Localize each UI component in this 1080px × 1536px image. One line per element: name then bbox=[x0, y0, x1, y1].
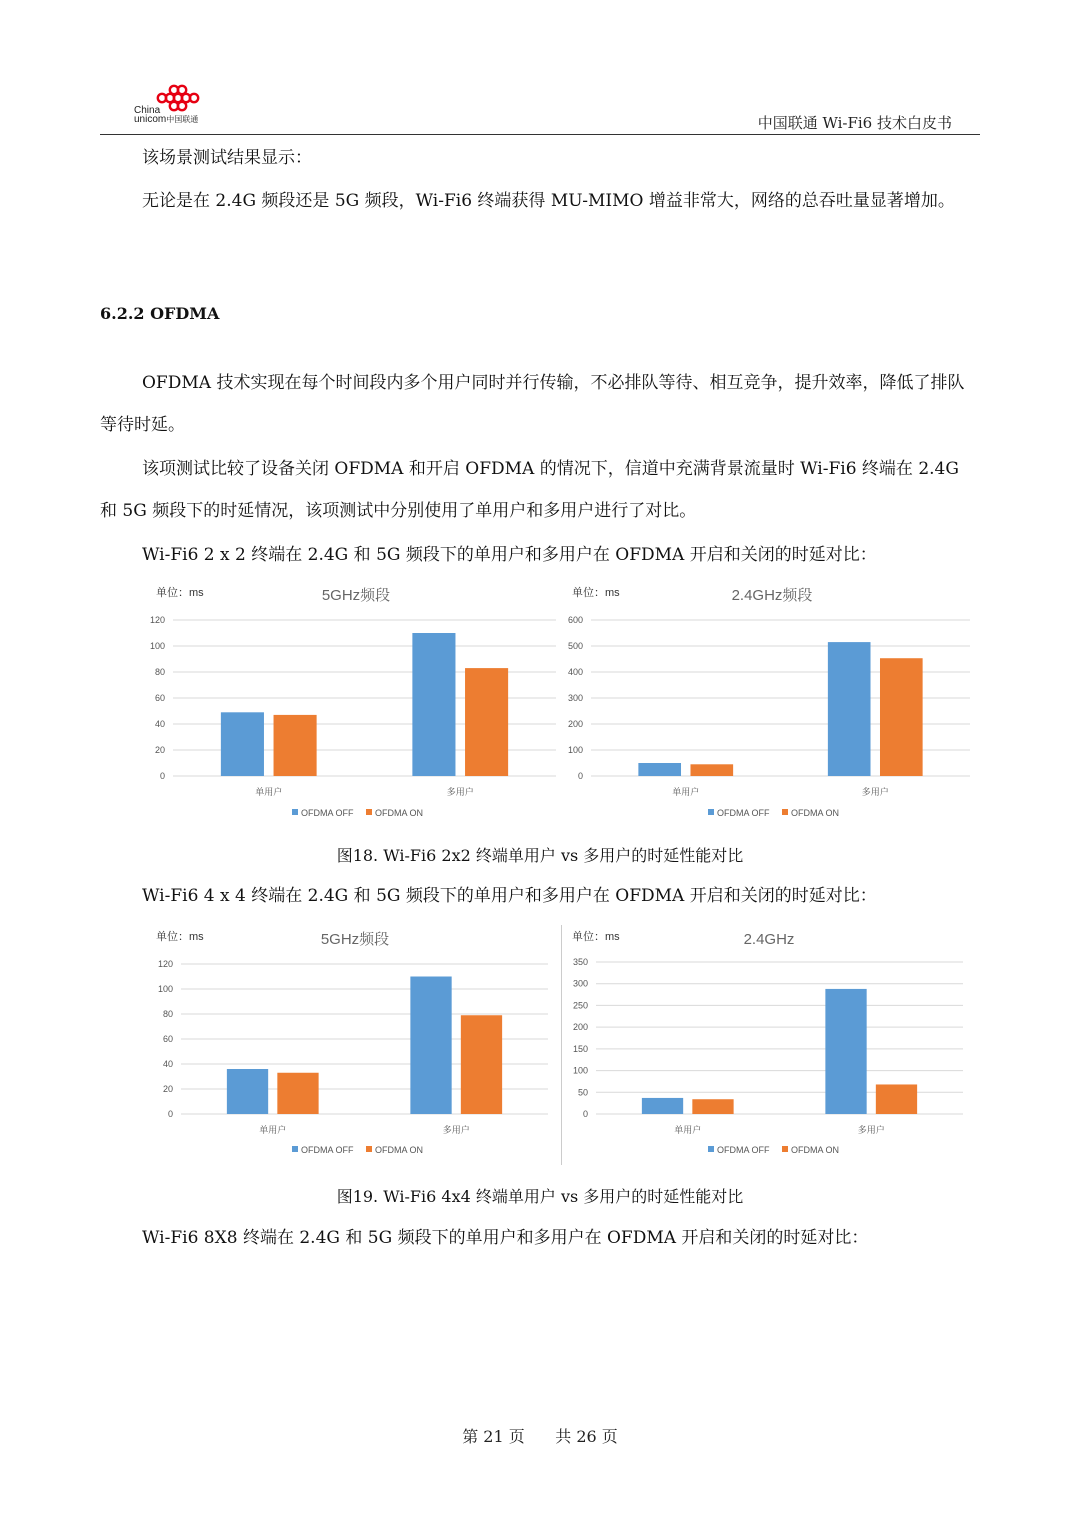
legend-swatch bbox=[782, 1146, 788, 1152]
legend-label: OFDMA OFF bbox=[717, 1145, 770, 1155]
x-category-label: 多用户 bbox=[861, 787, 889, 797]
chart-title: 5GHz频段 bbox=[321, 587, 391, 604]
paragraph-mu-mimo-result: 无论是在 2.4G 频段还是 5G 频段，Wi-Fi6 终端获得 MU-MIMO 增益非常大，网络的总吞吐量显著增加。 bbox=[142, 191, 955, 211]
chart-svg bbox=[140, 922, 560, 1160]
paragraph-4x4-intro: Wi-Fi6 4 x 4 终端在 2.4G 和 5G 频段下的单用户和多用户在 OFDMA 开启和关闭的时延对比： bbox=[142, 886, 877, 906]
chart-svg bbox=[140, 578, 560, 828]
chart-unit-label: 单位：ms bbox=[156, 931, 204, 943]
paragraph-test-description: 该项测试比较了设备关闭 OFDMA 和开启 OFDMA 的情况下，信道中充满背景流量时 Wi-Fi6 终端在 2.4G 和 5G 频段下的时延情况，该项测试中分别使用了单用户和多用户进行了对比。 bbox=[100, 459, 959, 521]
y-tick-label: 40 bbox=[154, 719, 165, 729]
y-tick-label: 350 bbox=[572, 957, 588, 967]
y-tick-label: 250 bbox=[572, 1000, 588, 1011]
page-number: 第 21 页 共 26 页 bbox=[462, 1427, 618, 1446]
bar-ofdma-off bbox=[412, 633, 455, 776]
legend-label: OFDMA OFF bbox=[301, 1145, 354, 1155]
y-tick-label: 100 bbox=[157, 984, 173, 994]
x-category-label: 多用户 bbox=[442, 1125, 470, 1135]
chart-2x2-24ghz bbox=[556, 578, 976, 828]
y-tick-label: 150 bbox=[572, 1043, 588, 1054]
chart-title: 2.4GHz bbox=[743, 931, 795, 948]
chart-2x2-5ghz bbox=[140, 578, 560, 828]
y-tick-label: 50 bbox=[577, 1087, 588, 1098]
bar-ofdma-off bbox=[227, 1069, 268, 1114]
logo-text-unicom-cn: 中国联通 bbox=[166, 115, 199, 124]
legend-swatch bbox=[292, 809, 298, 815]
bar-ofdma-on bbox=[876, 1084, 917, 1114]
y-tick-label: 80 bbox=[162, 1009, 173, 1019]
y-tick-label: 0 bbox=[577, 771, 583, 781]
y-tick-label: 300 bbox=[572, 978, 588, 989]
y-tick-label: 20 bbox=[154, 745, 165, 755]
y-tick-label: 60 bbox=[162, 1034, 173, 1044]
legend-swatch bbox=[708, 809, 714, 815]
chart-svg bbox=[556, 578, 976, 828]
y-tick-label: 200 bbox=[572, 1022, 588, 1033]
x-category-label: 单用户 bbox=[259, 1125, 287, 1135]
bar-ofdma-off bbox=[221, 712, 264, 776]
legend-swatch bbox=[708, 1146, 714, 1152]
logo-text-china: China bbox=[134, 105, 161, 116]
figure-caption-19: 图19. Wi-Fi6 4x4 终端单用户 vs 多用户的时延性能对比 bbox=[336, 1187, 744, 1206]
chart-title: 2.4GHz频段 bbox=[731, 587, 813, 604]
y-tick-label: 80 bbox=[154, 667, 165, 677]
bar-ofdma-on bbox=[465, 668, 508, 776]
legend-label: OFDMA OFF bbox=[301, 808, 354, 818]
x-category-label: 单用户 bbox=[674, 1125, 702, 1135]
legend-swatch bbox=[292, 1146, 298, 1152]
bar-ofdma-on bbox=[690, 764, 733, 776]
x-category-label: 多用户 bbox=[857, 1125, 885, 1135]
legend-label: OFDMA ON bbox=[791, 1145, 840, 1155]
y-tick-label: 100 bbox=[149, 641, 165, 651]
bar-ofdma-off bbox=[638, 763, 681, 776]
paragraph-2x2-intro: Wi-Fi6 2 x 2 终端在 2.4G 和 5G 频段下的单用户和多用户在 OFDMA 开启和关闭的时延对比： bbox=[142, 545, 877, 565]
legend-label: OFDMA OFF bbox=[717, 808, 770, 818]
bar-ofdma-off bbox=[410, 977, 451, 1115]
bar-ofdma-off bbox=[642, 1098, 683, 1114]
bar-ofdma-off bbox=[828, 642, 871, 776]
legend-label: OFDMA ON bbox=[791, 808, 840, 818]
chart-unit-label: 单位：ms bbox=[156, 587, 204, 599]
y-tick-label: 120 bbox=[157, 959, 173, 969]
y-tick-label: 40 bbox=[162, 1059, 173, 1069]
y-tick-label: 100 bbox=[567, 745, 583, 755]
paragraph-8x8-intro: Wi-Fi6 8X8 终端在 2.4G 和 5G 频段下的单用户和多用户在 OFDMA 开启和关闭的时延对比： bbox=[142, 1228, 869, 1248]
chart-4x4-24ghz bbox=[556, 922, 976, 1160]
legend-label: OFDMA ON bbox=[375, 808, 424, 818]
y-tick-label: 100 bbox=[572, 1065, 588, 1076]
section-heading-ofdma: 6.2.2 OFDMA bbox=[100, 304, 220, 323]
chart-4x4-5ghz bbox=[140, 922, 560, 1160]
bar-ofdma-on bbox=[880, 658, 923, 776]
x-category-label: 单用户 bbox=[672, 787, 700, 797]
chart-unit-label: 单位：ms bbox=[572, 931, 620, 943]
bar-ofdma-on bbox=[461, 1015, 502, 1114]
x-category-label: 单用户 bbox=[255, 787, 283, 797]
y-tick-label: 0 bbox=[582, 1109, 588, 1119]
logo-text-unicom bbox=[134, 115, 198, 125]
y-tick-label: 500 bbox=[567, 641, 583, 651]
legend-label: OFDMA ON bbox=[375, 1145, 424, 1155]
y-tick-label: 20 bbox=[162, 1084, 173, 1094]
document-title: 中国联通 Wi-Fi6 技术白皮书 bbox=[757, 114, 952, 132]
chart-svg bbox=[556, 922, 976, 1160]
legend-swatch bbox=[366, 1146, 372, 1152]
y-tick-label: 60 bbox=[154, 693, 165, 703]
y-tick-label: 600 bbox=[567, 615, 583, 625]
y-tick-label: 120 bbox=[149, 615, 165, 625]
logo-text-unicom-en: unicom bbox=[134, 114, 167, 125]
bar-ofdma-off bbox=[825, 989, 866, 1114]
y-tick-label: 0 bbox=[159, 771, 165, 781]
x-category-label: 多用户 bbox=[446, 787, 474, 797]
chart-unit-label: 单位：ms bbox=[572, 587, 620, 599]
legend-swatch bbox=[782, 809, 788, 815]
y-tick-label: 400 bbox=[567, 667, 583, 677]
header-divider bbox=[100, 134, 980, 135]
paragraph-ofdma-intro: OFDMA 技术实现在每个时间段内多个用户同时并行传输，不必排队等待、相互竞争，提升效率，降低了排队等待时延。 bbox=[100, 373, 965, 435]
y-tick-label: 0 bbox=[167, 1109, 173, 1119]
y-tick-label: 200 bbox=[567, 719, 583, 729]
y-tick-label: 300 bbox=[567, 693, 583, 703]
bar-ofdma-on bbox=[277, 1073, 318, 1114]
bar-ofdma-on bbox=[692, 1099, 733, 1114]
figure-caption-18: 图18. Wi-Fi6 2x2 终端单用户 vs 多用户的时延性能对比 bbox=[336, 846, 744, 865]
bar-ofdma-on bbox=[274, 715, 317, 776]
china-unicom-logo bbox=[132, 82, 212, 128]
chart-title: 5GHz频段 bbox=[320, 931, 390, 948]
paragraph-result-intro: 该场景测试结果显示： bbox=[142, 148, 312, 168]
legend-swatch bbox=[366, 809, 372, 815]
